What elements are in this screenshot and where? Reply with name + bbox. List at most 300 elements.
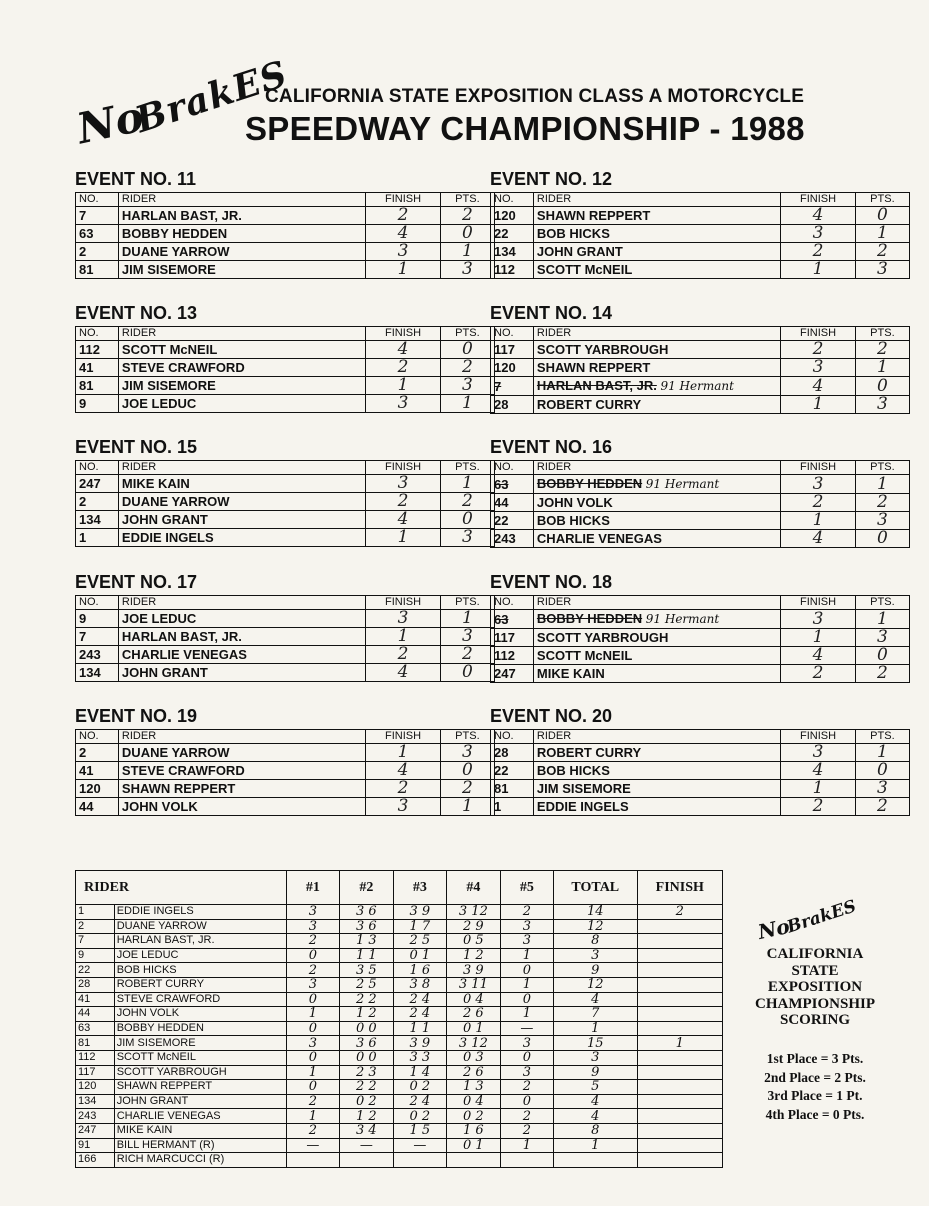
points-value: 1: [855, 359, 909, 377]
rider-name: BOBBY HEDDEN: [536, 611, 643, 626]
finish-value: 4: [366, 341, 441, 359]
rider-name: ROBERT CURRY: [114, 977, 286, 992]
rider-name: SHAWN REPPERT: [114, 1080, 286, 1095]
rider-cell: [533, 647, 780, 665]
heat1-points: —: [286, 1138, 339, 1153]
heat1-points: 3: [286, 1036, 339, 1051]
heat4-points: 3 12: [447, 1036, 501, 1051]
col-pts: PTS.: [855, 327, 909, 341]
table-row: [76, 207, 495, 225]
table-row: [76, 948, 723, 963]
rider-number: 63: [76, 1021, 115, 1036]
points-value: 2: [440, 207, 494, 225]
points-value: 3: [440, 529, 494, 547]
event-block: [75, 302, 495, 413]
points-value: 0: [440, 225, 494, 243]
rider-name: JIM SISEMORE: [536, 781, 631, 796]
rider-name: SHAWN REPPERT: [536, 208, 651, 223]
finish-value: 3: [781, 475, 856, 494]
finish-value: 4: [781, 647, 856, 665]
points-value: 3: [440, 744, 494, 762]
table-row: [76, 1021, 723, 1036]
points-value: 2: [855, 665, 909, 683]
col-finish: FINISH: [366, 193, 441, 207]
points-value: 0: [855, 530, 909, 548]
rider-number: 247: [491, 665, 534, 683]
table-row: [76, 395, 495, 413]
points-legend-item: 4th Place = 0 Pts.: [765, 1106, 865, 1122]
table-row: [76, 905, 723, 920]
rider-name: JIM SISEMORE: [121, 378, 216, 393]
table-row: [76, 1050, 723, 1065]
heat2-points: 1 2: [340, 1109, 394, 1124]
col-rider: RIDER: [533, 730, 780, 744]
finish-value: 4: [366, 225, 441, 243]
heat1-points: 3: [286, 977, 339, 992]
rider-name: SCOTT YARBROUGH: [536, 342, 669, 357]
rider-name: JOHN GRANT: [536, 244, 623, 259]
rider-name: SCOTT YARBROUGH: [114, 1065, 286, 1080]
event-header-row: [491, 461, 910, 475]
rider-cell: [118, 243, 365, 261]
rider-name: EDDIE INGELS: [114, 905, 286, 920]
event-header-row: [491, 596, 910, 610]
rider-name: JOHN VOLK: [114, 1007, 286, 1022]
heat1-points: 0: [286, 992, 339, 1007]
table-row: [491, 798, 910, 816]
rider-name: SCOTT McNEIL: [536, 648, 633, 663]
no-brakes-logo: [72, 52, 293, 160]
points-value: 2: [440, 359, 494, 377]
finish-value: 1: [781, 512, 856, 530]
side-logo-brakes: BrakES: [784, 896, 859, 938]
points-value: 2: [855, 243, 909, 261]
rider-name: DUANE YARROW: [114, 919, 286, 934]
heat2-points: —: [340, 1138, 394, 1153]
event-header-row: [76, 730, 495, 744]
rider-name: JOE LEDUC: [121, 611, 197, 626]
final-finish: 2: [637, 905, 722, 920]
rider-number: 112: [76, 341, 119, 359]
rider-number: 63: [491, 475, 534, 494]
heat3-points: 1 4: [393, 1065, 447, 1080]
rider-number: 1: [76, 905, 115, 920]
table-row: [76, 780, 495, 798]
heat5-points: 1: [500, 948, 553, 963]
rider-cell: [533, 610, 780, 629]
points-value: 3: [440, 377, 494, 395]
rider-cell: [118, 225, 365, 243]
event-header-row: [491, 193, 910, 207]
total-points: 4: [554, 1094, 637, 1109]
rider-name: EDDIE INGELS: [536, 799, 629, 814]
heat5-points: 0: [500, 992, 553, 1007]
table-row: [76, 493, 495, 511]
finish-value: 2: [781, 798, 856, 816]
heat2-points: 2 5: [340, 977, 394, 992]
table-row: [491, 762, 910, 780]
points-value: 2: [440, 646, 494, 664]
rider-number: 28: [491, 744, 534, 762]
heat4-points: 1 2: [447, 948, 501, 963]
event-table: [490, 192, 910, 279]
rider-number: 63: [491, 610, 534, 629]
table-row: [76, 1065, 723, 1080]
table-row: [76, 977, 723, 992]
total-points: 9: [554, 1065, 637, 1080]
finish-value: 1: [366, 377, 441, 395]
col-finish: FINISH: [781, 596, 856, 610]
heat1-points: 1: [286, 1065, 339, 1080]
points-legend-item: 2nd Place = 2 Pts.: [764, 1069, 866, 1085]
heat2-points: 2 2: [340, 992, 394, 1007]
rider-number: 1: [491, 798, 534, 816]
col-no: NO.: [76, 730, 119, 744]
heat4-points: 0 4: [447, 1094, 501, 1109]
rider-number: 7: [491, 377, 534, 396]
total-points: 5: [554, 1080, 637, 1095]
heat3-points: 1 6: [393, 963, 447, 978]
replacement-note: 91 Hermant: [660, 379, 734, 393]
heat4-points: 0 2: [447, 1109, 501, 1124]
final-finish: 1: [637, 1036, 722, 1051]
page-title: SPEEDWAY CHAMPIONSHIP - 1988: [245, 110, 805, 147]
rider-name: JIM SISEMORE: [114, 1036, 286, 1051]
event-block: [490, 168, 910, 279]
col-no: NO.: [491, 730, 534, 744]
rider-cell: [533, 780, 780, 798]
heat5-points: 2: [500, 905, 553, 920]
rider-number: 243: [76, 1109, 115, 1124]
rider-number: 243: [76, 646, 119, 664]
heat3-points: 2 4: [393, 1094, 447, 1109]
rider-name: DUANE YARROW: [121, 244, 230, 259]
event-block: [490, 705, 910, 816]
final-finish: [637, 1138, 722, 1153]
rider-cell: [533, 377, 780, 396]
points-legend-item: 3rd Place = 1 Pt.: [767, 1088, 863, 1103]
event-header-row: [76, 596, 495, 610]
finish-value: 3: [366, 610, 441, 628]
table-row: [491, 744, 910, 762]
heat4-points: 0 1: [447, 1021, 501, 1036]
heat5-points: 3: [500, 1036, 553, 1051]
table-row: [491, 647, 910, 665]
scoring-header-heat3: #3: [393, 871, 447, 905]
rider-number: 7: [76, 628, 119, 646]
heat1-points: 0: [286, 1021, 339, 1036]
heat2-points: 3 6: [340, 905, 394, 920]
rider-number: 44: [76, 1007, 115, 1022]
rider-name: CHARLIE VENEGAS: [114, 1109, 286, 1124]
points-value: 3: [855, 261, 909, 279]
points-value: 2: [440, 780, 494, 798]
finish-value: 2: [366, 207, 441, 225]
rider-name: SCOTT YARBROUGH: [536, 630, 669, 645]
rider-name: HARLAN BAST, JR.: [536, 378, 657, 393]
rider-number: 112: [491, 261, 534, 279]
total-points: 15: [554, 1036, 637, 1051]
rider-number: 22: [76, 963, 115, 978]
finish-value: 3: [781, 610, 856, 629]
finish-value: 4: [781, 530, 856, 548]
col-rider: RIDER: [118, 596, 365, 610]
rider-number: 134: [76, 1094, 115, 1109]
heat3-points: 0 2: [393, 1109, 447, 1124]
heat2-points: 3 5: [340, 963, 394, 978]
rider-number: 2: [76, 919, 115, 934]
rider-cell: [118, 359, 365, 377]
rider-cell: [118, 511, 365, 529]
rider-number: 91: [76, 1138, 115, 1153]
finish-value: 2: [781, 243, 856, 261]
final-finish: [637, 1094, 722, 1109]
heat4-points: 0 1: [447, 1138, 501, 1153]
col-rider: RIDER: [118, 193, 365, 207]
heat2-points: 1 1: [340, 948, 394, 963]
heat3-points: 2 4: [393, 1007, 447, 1022]
finish-value: 1: [366, 628, 441, 646]
scoring-header-heat2: #2: [340, 871, 394, 905]
table-row: [491, 530, 910, 548]
finish-value: 4: [366, 664, 441, 682]
heat1-points: 2: [286, 934, 339, 949]
rider-name: JOHN GRANT: [114, 1094, 286, 1109]
rider-number: 7: [76, 934, 115, 949]
rider-name: JOHN VOLK: [536, 495, 613, 510]
table-row: [491, 494, 910, 512]
heat3-points: 0 1: [393, 948, 447, 963]
rider-number: 81: [76, 377, 119, 395]
rider-cell: [533, 512, 780, 530]
rider-cell: [118, 493, 365, 511]
col-no: NO.: [491, 327, 534, 341]
rider-name: JOHN GRANT: [121, 665, 208, 680]
points-value: 2: [440, 493, 494, 511]
finish-value: 3: [366, 798, 441, 816]
rider-number: 120: [76, 1080, 115, 1095]
col-pts: PTS.: [440, 193, 494, 207]
rider-cell: [533, 494, 780, 512]
rider-name: STEVE CRAWFORD: [114, 992, 286, 1007]
col-rider: RIDER: [533, 327, 780, 341]
rider-cell: [118, 628, 365, 646]
rider-name: RICH MARCUCCI (R): [114, 1153, 286, 1168]
table-row: [76, 1094, 723, 1109]
event-header-row: [76, 461, 495, 475]
heat3-points: 2 4: [393, 992, 447, 1007]
col-rider: RIDER: [118, 461, 365, 475]
rider-name: HARLAN BAST, JR.: [121, 629, 242, 644]
finish-value: 2: [781, 341, 856, 359]
table-row: [76, 1138, 723, 1153]
replacement-note: 91 Hermant: [645, 477, 720, 491]
side-logo-no: No: [755, 913, 792, 945]
col-finish: FINISH: [366, 327, 441, 341]
heat1-points: 1: [286, 1007, 339, 1022]
rider-number: 44: [491, 494, 534, 512]
rider-number: 134: [76, 511, 119, 529]
points-value: 3: [855, 780, 909, 798]
replacement-note: 91 Hermant: [645, 612, 720, 626]
heat4-points: 3 9: [447, 963, 501, 978]
rider-number: 41: [76, 762, 119, 780]
rider-cell: [118, 610, 365, 628]
heat1-points: [286, 1153, 339, 1168]
points-value: 0: [855, 377, 909, 396]
col-pts: PTS.: [440, 730, 494, 744]
rider-name: BOBBY HEDDEN: [121, 226, 228, 241]
finish-value: 2: [366, 359, 441, 377]
finish-value: 3: [781, 225, 856, 243]
table-row: [76, 664, 495, 682]
heat3-points: 1 1: [393, 1021, 447, 1036]
side-title-line: EXPOSITION: [767, 979, 863, 995]
event-title: EVENT NO. 14: [490, 303, 613, 323]
rider-name: BOB HICKS: [536, 226, 610, 241]
rider-cell: [533, 261, 780, 279]
finish-value: 3: [366, 395, 441, 413]
finish-value: 1: [366, 744, 441, 762]
rider-number: 243: [491, 530, 534, 548]
rider-cell: [118, 261, 365, 279]
finish-value: 2: [366, 780, 441, 798]
points-legend-item: 1st Place = 3 Pts.: [766, 1051, 864, 1066]
heat5-points: 3: [500, 1065, 553, 1080]
rider-name: JOHN GRANT: [121, 512, 208, 527]
table-row: [76, 1109, 723, 1124]
rider-number: 166: [76, 1153, 115, 1168]
finish-value: 4: [366, 762, 441, 780]
event-table: [490, 729, 910, 816]
heat1-points: 2: [286, 1123, 339, 1138]
points-value: 3: [855, 512, 909, 530]
final-finish: [637, 1050, 722, 1065]
rider-cell: [118, 341, 365, 359]
rider-name: STEVE CRAWFORD: [121, 360, 245, 375]
event-header-row: [491, 730, 910, 744]
scoring-header-total: TOTAL: [554, 871, 637, 905]
event-table: [490, 460, 910, 548]
rider-cell: [533, 359, 780, 377]
table-row: [491, 610, 910, 629]
heat1-points: 1: [286, 1109, 339, 1124]
side-title-line: CHAMPIONSHIP: [755, 995, 875, 1012]
heat4-points: 1 6: [447, 1123, 501, 1138]
event-header-row: [491, 327, 910, 341]
event-title: EVENT NO. 19: [75, 706, 198, 726]
heat2-points: 3 6: [340, 1036, 394, 1051]
rider-name: ROBERT CURRY: [536, 745, 642, 760]
table-row: [76, 225, 495, 243]
rider-name: SCOTT McNEIL: [114, 1050, 286, 1065]
points-value: 2: [855, 798, 909, 816]
event-table: [75, 460, 495, 547]
total-points: 3: [554, 1050, 637, 1065]
header-subtitle: CALIFORNIA STATE EXPOSITION CLASS A MOTORCYCLE: [265, 86, 805, 107]
heat1-points: 0: [286, 1050, 339, 1065]
col-rider: RIDER: [533, 596, 780, 610]
heat2-points: 3 6: [340, 919, 394, 934]
rider-cell: [533, 665, 780, 683]
rider-cell: [118, 762, 365, 780]
points-value: 1: [855, 610, 909, 629]
col-no: NO.: [491, 193, 534, 207]
heat2-points: 0 2: [340, 1094, 394, 1109]
finish-value: 2: [781, 494, 856, 512]
table-row: [76, 1007, 723, 1022]
col-no: NO.: [491, 596, 534, 610]
table-row: [76, 475, 495, 493]
heat2-points: [340, 1153, 394, 1168]
points-value: 1: [855, 475, 909, 494]
heat5-points: 3: [500, 919, 553, 934]
rider-cell: [533, 629, 780, 647]
table-row: [76, 341, 495, 359]
event-title: EVENT NO. 17: [75, 572, 198, 592]
points-value: 0: [440, 341, 494, 359]
heat3-points: —: [393, 1138, 447, 1153]
points-value: 3: [440, 261, 494, 279]
finish-value: 1: [781, 629, 856, 647]
total-points: 12: [554, 977, 637, 992]
rider-number: 117: [491, 629, 534, 647]
total-points: [554, 1153, 637, 1168]
scoring-header-heat5: #5: [500, 871, 553, 905]
heat4-points: 1 3: [447, 1080, 501, 1095]
points-value: 1: [855, 225, 909, 243]
col-finish: FINISH: [366, 730, 441, 744]
heat5-points: 0: [500, 963, 553, 978]
rider-name: DUANE YARROW: [121, 494, 230, 509]
logo-no: No: [72, 91, 148, 154]
rider-number: 63: [76, 225, 119, 243]
rider-number: 1: [76, 529, 119, 547]
final-finish: [637, 963, 722, 978]
col-rider: RIDER: [533, 193, 780, 207]
final-finish: [637, 1007, 722, 1022]
heat3-points: 0 2: [393, 1080, 447, 1095]
final-finish: [637, 1109, 722, 1124]
col-finish: FINISH: [781, 461, 856, 475]
heat3-points: 1 5: [393, 1123, 447, 1138]
rider-cell: [533, 475, 780, 494]
rider-name: HARLAN BAST, JR.: [114, 934, 286, 949]
scoring-header-finish: FINISH: [637, 871, 722, 905]
final-finish: [637, 1123, 722, 1138]
heat4-points: [447, 1153, 501, 1168]
rider-number: 44: [76, 798, 119, 816]
rider-cell: [118, 475, 365, 493]
final-finish: [637, 1065, 722, 1080]
points-value: 0: [855, 207, 909, 225]
points-value: 0: [855, 762, 909, 780]
event-header-row: [76, 327, 495, 341]
final-finish: [637, 948, 722, 963]
rider-number: 134: [76, 664, 119, 682]
event-block: [75, 571, 495, 682]
rider-number: 247: [76, 1123, 115, 1138]
col-rider: RIDER: [533, 461, 780, 475]
heat4-points: 2 9: [447, 919, 501, 934]
finish-value: 3: [366, 475, 441, 493]
table-row: [76, 798, 495, 816]
event-block: [75, 436, 495, 547]
rider-number: 81: [76, 1036, 115, 1051]
table-row: [76, 992, 723, 1007]
heat3-points: [393, 1153, 447, 1168]
col-finish: FINISH: [781, 730, 856, 744]
